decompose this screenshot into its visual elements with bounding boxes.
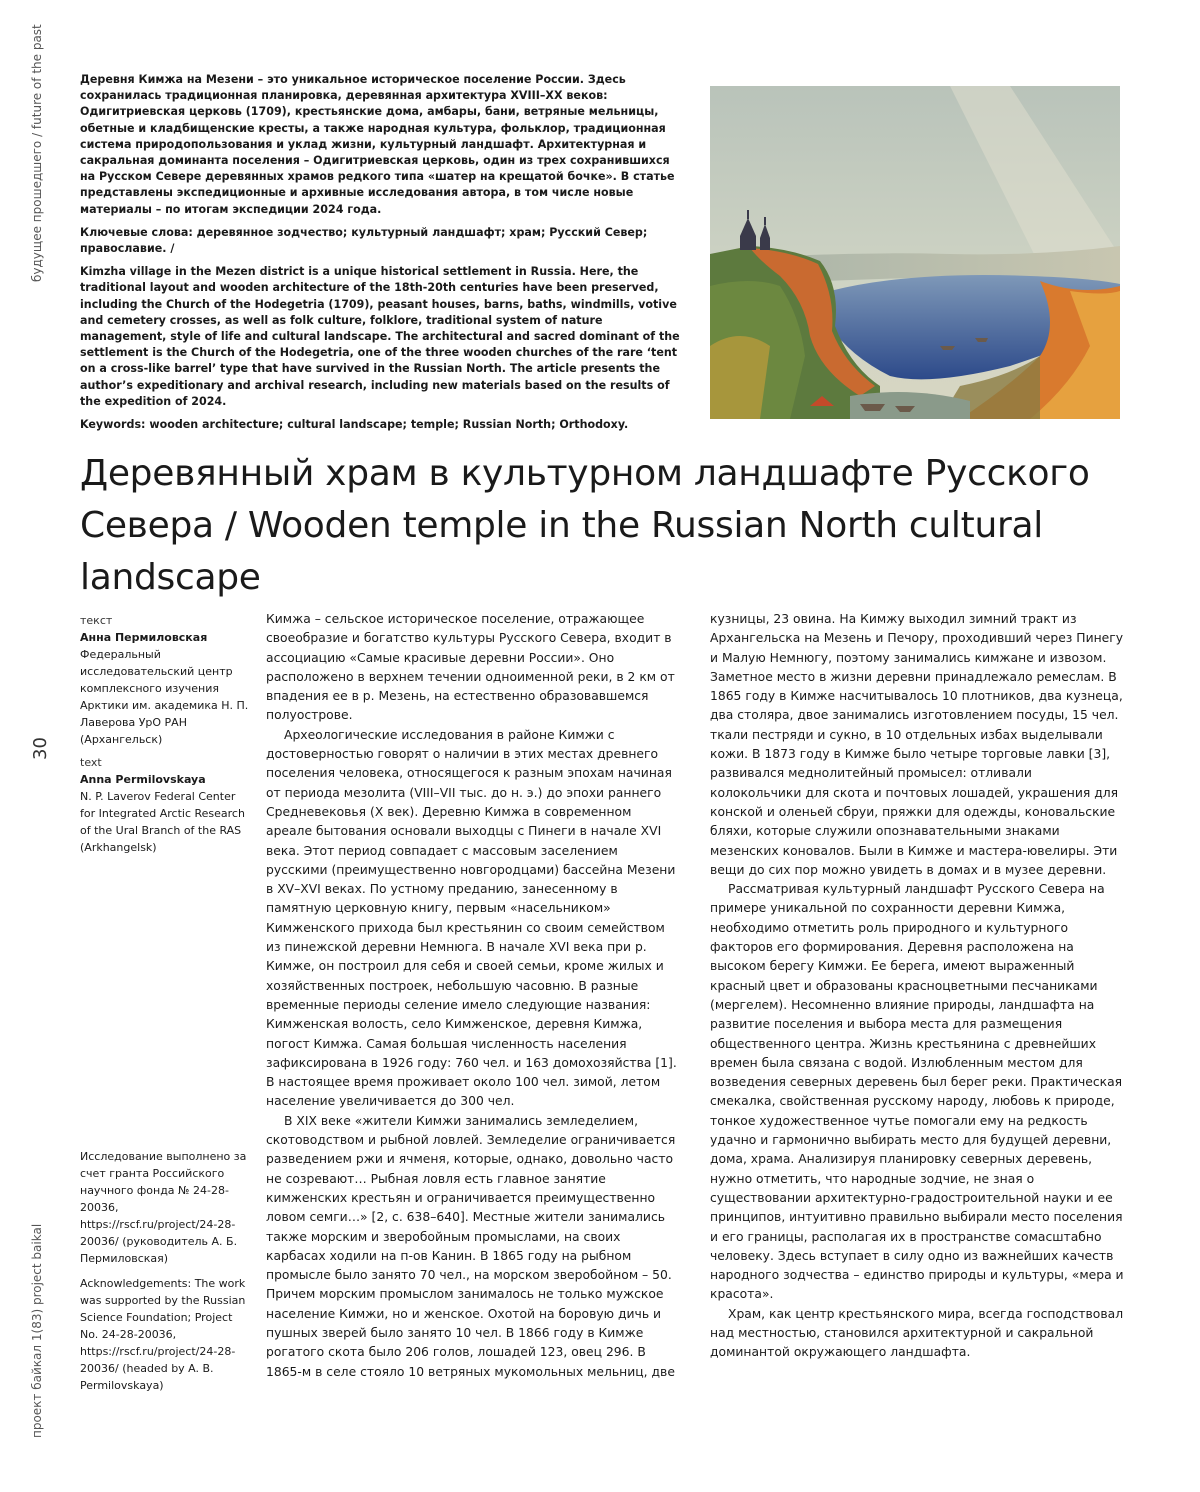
abstract: [80, 72, 680, 440]
author-info: [80, 612, 250, 862]
keywords-ru: Ключевые слова: деревянное зодчество; культурный ландшафт; храм; Русский Север; православие. /: [80, 225, 648, 256]
abstract-ru: Деревня Кимжа на Мезени – это уникальное историческое поселение России. Здесь сохранилась традиционная планировка, деревянная архитектура XVIII–XX веков: Одигитриевская церковь (1709), крестьянские дома, амбары, бани, ветряные мельницы, обетные и кладбищенские кресты, а также народная культура, фольклор, традиционная система природопользования и уклад жизни, культурный ландшафт. Архитектурная и сакральная доминанта поселения – Одигитриевская церковь, один из трех сохранившихся на Русском Севере деревянных храмов редкого типа «шатер на крещатой бочке». В статье представлены экспедиционные и архивные исследования автора, в том числе новые материалы – по итогам экспедиции 2024 года.: [80, 73, 675, 216]
body-column-1: [266, 610, 681, 1382]
running-header-vertical: будущее прошедшего / future of the past: [30, 24, 44, 282]
grant-en: Acknowledgements: The work was supported by the Russian Science Foundation; Project No. 24-28-20036, https://rscf.ru/project/24-28-20036/ (headed by A. B. Permilovskaya): [80, 1277, 246, 1392]
keywords-en: Keywords: wooden architecture; cultural landscape; temple; Russian North; Orthodoxy.: [80, 418, 629, 432]
landscape-painting: [710, 86, 1120, 419]
paragraph: Храм, как центр крестьянского мира, всегда господствовал над местностью, становился архитектурной и сакральной доминантой окружающего ландшафта.: [710, 1306, 1124, 1360]
author-name-ru: Анна Пермиловская: [80, 631, 208, 644]
paragraph: Археологические исследования в районе Кимжи с достоверностью говорят о наличии в этих местах древнего поселения человека, относящегося к разным эпохам начиная от периода мезолита (VIII–VII тыс. до н. э.) до эпохи раннего Средневековья (X век). Деревню Кимжа в современном ареале бытования основали выходцы с Пинеги в начале XVI века. Этот период совпадает с массовым заселением русскими (преимущественно новгородцами) бассейна Мезени в XV–XVI веках. По устному преданию, занесенному в памятную церковную книгу, первым «насельником» Кимженского прихода был крестьянин со своим семейством из пинежской деревни Немнюга. В начале XVI века при р. Кимже, он построил для себя и своей семьи, кроме жилых и хозяйственных построек, небольшую часовню. В разные временные периоды селение имело следующие названия: Кимженская волость, село Кимженское, деревня Кимжа, погост Кимжа. Самая большая численность населения зафиксирована в 1926 году: 760 чел. и 163 домохозяйства [1]. В настоящее время проживает около 100 чел. зимой, летом население увеличивается до 300 чел.: [266, 727, 677, 1109]
author-affiliation-ru: Федеральный исследовательский центр комплексного изучения Арктики им. академика Н. П. Лаверова УрО РАН (Архангельск): [80, 648, 249, 746]
page-number: 30: [30, 737, 51, 760]
paragraph: Рассматривая культурный ландшафт Русского Севера на примере уникальной по сохранности деревни Кимжа, необходимо отметить роль природного и культурного факторов его формирования. Деревня расположена на высоком берегу Кимжи. Ее берега, имеют выраженный красный цвет и образованы красноцветными песчаниками (мергелем). Несомненно влияние природы, ландшафта на развитие поселения и выбора места для размещения общественного центра. Жизнь крестьянина с древнейших времен была связана с водой. Излюбленным местом для возведения северных деревень был берег реки. Практическая смекалка, свойственная русскому народу, любовь к природе, тонкое художественное чутье помогали ему на редкость удачно и гармонично выбирать место для будущей деревни, дома, храма. Анализируя планировку северных деревень, нужно отметить, что народные зодчие, не зная о существовании архитектурно-градостроительной науки и ее принципов, интуитивно правильно выбирали место поселения и его границы, располагая их в пространстве сомасштабно человеку. Здесь вступает в силу одно из важнейших качеств народного зодчества – единство природы и культуры, «мера и красота».: [710, 882, 1124, 1302]
author-label-en: text: [80, 756, 102, 769]
paragraph: Кимжа – сельское историческое поселение, отражающее своеобразие и богатство культуры Русского Севера, входит в ассоциацию «Самые красивые деревни России». Оно расположено в верхнем течении одноименной реки, в 2 км от впадения ее в р. Мезень, на естественно образовавшемся полуострове.: [266, 612, 675, 723]
author-affiliation-en: N. P. Laverov Federal Center for Integrated Arctic Research of the Ural Branch of the RAS (Arkhangelsk): [80, 790, 245, 854]
abstract-en: Kimzha village in the Mezen district is a unique historical settlement in Russia. Here, the traditional layout and wooden architecture of the 18th-20th centuries have been preserved, including the Church of the Hodegetria (1709), peasant houses, barns, baths, windmills, votive and cemetery crosses, as well as folk culture, folklore, traditional system of nature management, style of life and cultural landscape. The architectural and sacred dominant of the settlement is the Church of the Hodegetria, one of the three wooden churches of the rare ‘tent on a cross-like barrel’ type that have survived in the Russian North. The article presents the author’s expeditionary and archival research, including new materials based on the results of the expedition of 2024.: [80, 265, 680, 408]
body-column-2: [710, 610, 1125, 1363]
author-label-ru: текст: [80, 614, 113, 627]
acknowledgements: [80, 1148, 250, 1402]
journal-footer-vertical: проект байкал 1(83) project baikal: [30, 1223, 44, 1438]
article-title: Деревянный храм в культурном ландшафте Русского Севера / Wooden temple in the Russian North cultural landscape: [80, 453, 1090, 598]
grant-ru: Исследование выполнено за счет гранта Российского научного фонда № 24-28-20036, https://rscf.ru/project/24-28-20036/ (руководитель А. Б. Пермиловская): [80, 1150, 247, 1265]
paragraph: кузницы, 23 овина. На Кимжу выходил зимний тракт из Архангельска на Мезень и Печору, проходивший через Пинегу и Малую Немнюгу, поэтому занимались кимжане и извозом. Заметное место в жизни деревни принадлежало ремеслам. В 1865 году в Кимже насчитывалось 10 плотников, два кузнеца, два столяра, двое занимались изготовлением посуды, 15 чел. ткали пестряди и сукно, в 10 отдельных избах выделывали кожи. В 1873 году в Кимже было четыре торговые лавки [3], развивался меднолитейный промысел: отливали колокольчики для скота и почтовых лошадей, украшения для конской и оленьей сбруи, пряжки для одежды, коновальские бляхи, которые служили опознавательными знаками мезенских коновалов. Были в Кимже и мастера-ювелиры. Эти вещи до сих пор можно увидеть в домах и в музее деревни.: [710, 612, 1124, 877]
author-name-en: Anna Permilovskaya: [80, 773, 206, 786]
paragraph: В XIX веке «жители Кимжи занимались земледелием, скотоводством и рыбной ловлей. Земледелие ограничивается разведением ржи и ячменя, которые, однако, довольно часто не созревают… Рыбная ловля есть главное занятие кимженских крестьян и ограничивается преимущественно ловом семги…» [2, с. 638–640]. Местные жители занимались также морским и зверобойным промыслами, на своих карбасах ходили на п-ов Канин. В 1865 году на рыбном промысле было занято 70 чел., на морском зверобойном – 50. Причем морским промыслом занималось не только мужское население Кимжи, но и женское. Охотой на боровую дичь и пушных зверей было занято 10 чел. В 1866 году в Кимже рогатого скота было 206 голов, лошадей 123, овец 296. В 1865-м в селе стояло 10 ветряных мукомольных мельниц, две: [266, 1113, 676, 1379]
